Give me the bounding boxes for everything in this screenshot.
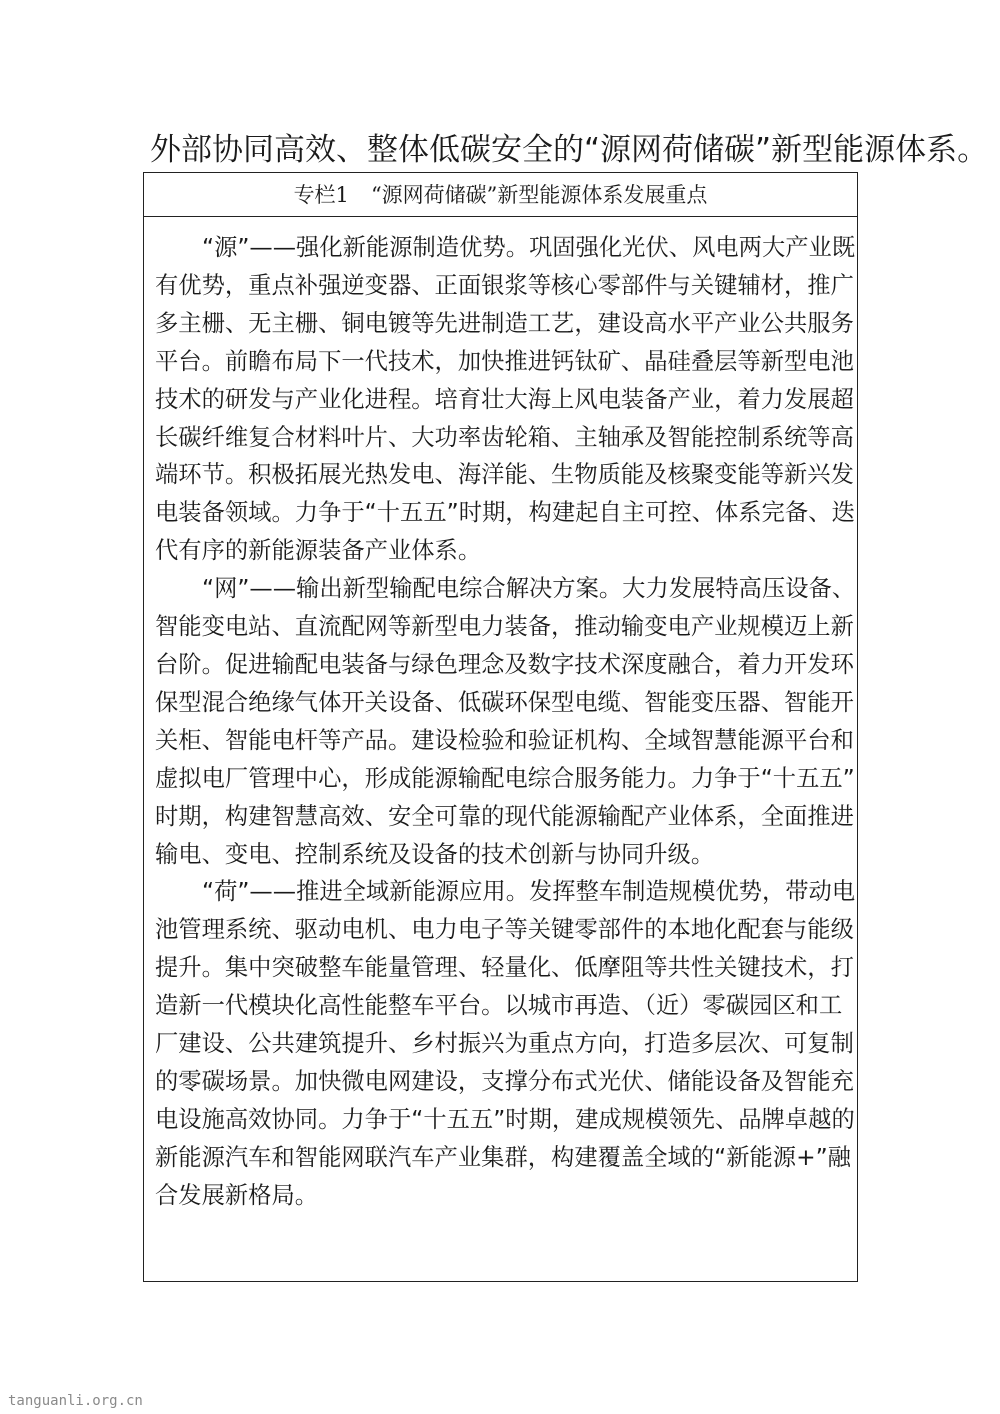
paragraph-line: 端环节。积极拓展光热发电、海洋能、生物质能及核聚变能等新兴发 bbox=[155, 461, 854, 489]
paragraph-line: 代有序的新能源装备产业体系。 bbox=[155, 537, 482, 565]
paragraph-line: 技术的研发与产业化进程。培育壮大海上风电装备产业，着力发展超 bbox=[155, 385, 854, 413]
paragraph-line: 输电、变电、控制系统及设备的技术创新与协同升级。 bbox=[155, 840, 715, 868]
paragraph-line: 池管理系统、驱动电机、电力电子等关键零部件的本地化配套与能级 bbox=[155, 916, 854, 944]
paragraph-line: “源”——强化新能源制造优势。巩固强化光伏、风电两大产业既 bbox=[202, 234, 856, 261]
paragraph-line: 关柜、智能电杆等产品。建设检验和验证机构、全域智慧能源平台和 bbox=[155, 726, 854, 754]
paragraph-line: 造新一代模块化高性能整车平台。以城市再造、（近）零碳园区和工 bbox=[155, 992, 843, 1020]
box-title-text: “源网荷储碳”新型能源体系发展重点 bbox=[370, 183, 708, 207]
box-body bbox=[144, 217, 857, 1215]
paragraph-line: “荷”——推进全域新能源应用。发挥整车制造规模优势，带动电 bbox=[202, 878, 856, 906]
paragraph-line: 合发展新格局。 bbox=[155, 1181, 319, 1209]
feature-box bbox=[143, 172, 858, 1282]
paragraph-line: 提升。集中突破整车能量管理、轻量化、低摩阻等共性关键技术，打 bbox=[155, 954, 854, 982]
paragraph-line: 电设施高效协同。力争于“十五五”时期，建成规模领先、品牌卓越的 bbox=[155, 1105, 855, 1133]
paragraph-line: 电装备领域。力争于“十五五”时期，构建起自主可控、体系完备、迭 bbox=[155, 499, 855, 527]
paragraph-line: 虚拟电厂管理中心，形成能源输配电综合服务能力。力争于“十五五” bbox=[155, 764, 855, 792]
paragraph-line: 保型混合绝缘气体开关设备、低碳环保型电缆、智能变压器、智能开 bbox=[155, 688, 854, 716]
paragraph-source bbox=[155, 229, 856, 570]
paragraph-load bbox=[155, 873, 856, 1214]
paragraph-line: 长碳纤维复合材料叶片、大功率齿轮箱、主轴承及智能控制系统等高 bbox=[155, 423, 854, 451]
paragraph-line: 多主栅、无主栅、铜电镀等先进制造工艺，建设高水平产业公共服务 bbox=[155, 309, 854, 337]
paragraph-line: 台阶。促进输配电装备与绿色理念及数字技术深度融合，着力开发环 bbox=[155, 650, 854, 678]
watermark: tanguanli.org.cn bbox=[8, 1393, 143, 1409]
paragraph-line: 时期，构建智慧高效、安全可靠的现代能源输配产业体系，全面推进 bbox=[155, 802, 854, 830]
paragraph-grid bbox=[155, 570, 856, 873]
box-title bbox=[144, 173, 857, 217]
paragraph-line: 有优势，重点补强逆变器、正面银浆等核心零部件与关键辅材，推广 bbox=[155, 271, 854, 299]
paragraph-line: 平台。前瞻布局下一代技术，加快推进钙钛矿、晶硅叠层等新型电池 bbox=[155, 347, 854, 375]
paragraph-line: 厂建设、公共建筑提升、乡村振兴为重点方向，打造多层次、可复制 bbox=[155, 1030, 854, 1058]
paragraph-line: “网”——输出新型输配电综合解决方案。大力发展特高压设备、 bbox=[202, 575, 856, 603]
paragraph-line: 新能源汽车和智能网联汽车产业集群，构建覆盖全域的“新能源+”融 bbox=[155, 1143, 851, 1171]
box-title-number: 专栏1 bbox=[293, 183, 349, 207]
paragraph-line: 的零碳场景。加快微电网建设，支撑分布式光伏、储能设备及智能充 bbox=[155, 1067, 854, 1095]
lead-text: 外部协同高效、整体低碳安全的“源网荷储碳”新型能源体系。 bbox=[150, 132, 989, 168]
paragraph-line: 智能变电站、直流配网等新型电力装备，推动输变电产业规模迈上新 bbox=[155, 613, 854, 641]
